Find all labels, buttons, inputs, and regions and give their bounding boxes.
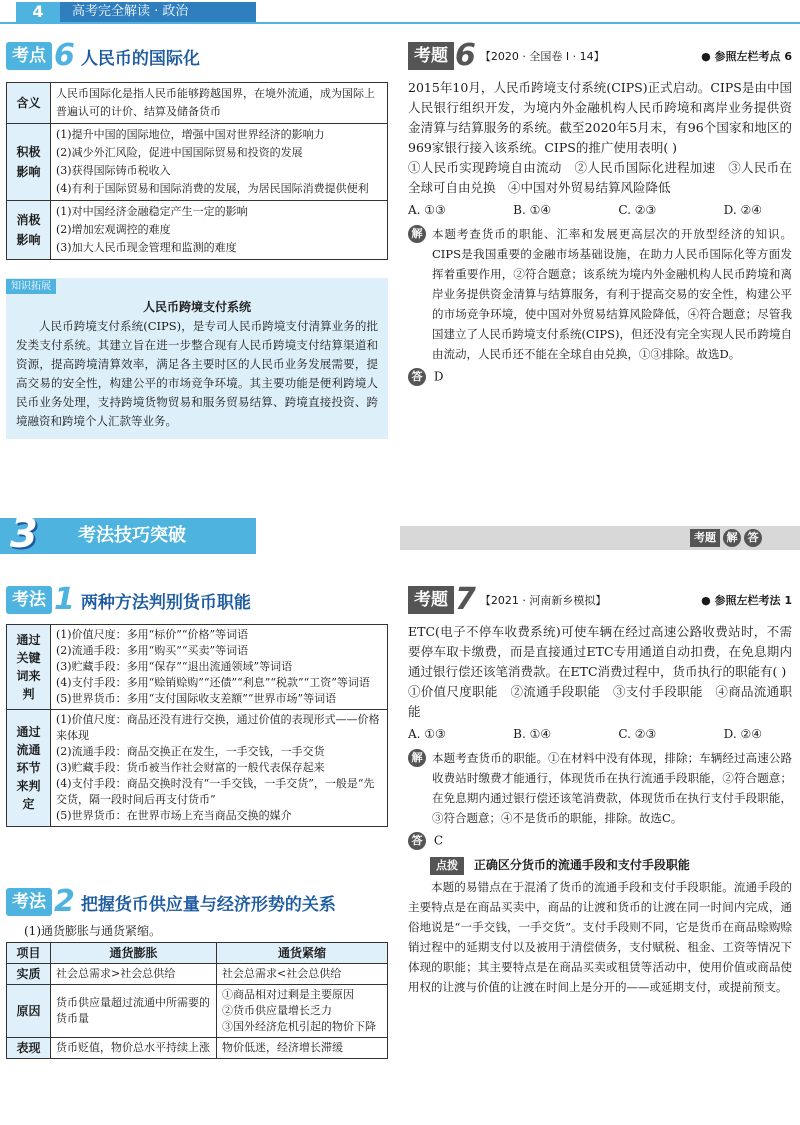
option-a: A. ①③ [408, 727, 446, 741]
row-label [7, 124, 51, 201]
option-b: B. ①④ [513, 727, 552, 741]
explanation [408, 748, 792, 828]
knowledge-text: 人民币跨境支付系统(CIPS)，是专司人民币跨境支付清算业务的批发类支付系统。其建立旨在进一步整合现有人民币跨境支付结算渠道和资源，提高跨境清算效率，满足各主要时区的人民币业务发展需要，提高交易的安全性，构建公平的市场竞争环境。其主要功能是便利跨境人民币业务处理，支持跨境货物贸易和服务贸易结算、跨境直接投资、跨境融资和跨境个人汇款等业务。 [16, 319, 378, 428]
table-row [7, 964, 388, 985]
option-b: B. ①④ [513, 203, 552, 217]
option-d: D. ②④ [723, 203, 762, 217]
tip-text: 本题的易错点在于混淆了货币的流通手段和支付手段职能。流通手段的主要特点是在商品买卖中，商品的让渡和货币的让渡在同一时间内完成，通俗地说是“一手交钱，一手交货”。支付手段则不同，它是货币在商品赊购赊销过程中的延期支付以及被用于清偿债务，支付赋税、租金、工资等情况下体现的职能；其主要特点是在商品买卖或租赁等活动中，使用价值或商品使用权的让渡与价值的让渡在时间上是分开的——或延期支付，或提前预支。 [408, 880, 792, 994]
cell-inflation [51, 1038, 217, 1059]
kaoti-tag: 考题 [408, 42, 454, 70]
answer-icon: 答 [408, 368, 426, 386]
col-header: 通货膨胀 [51, 943, 217, 964]
option-a: A. ①③ [408, 203, 446, 217]
row-line: (3)获得国际铸币税收入 [56, 164, 171, 177]
row-line: 人民币国际化是指人民币能够跨越国界，在境外流通，成为国际上普遍认可的计价、结算及储备货币 [56, 87, 375, 118]
row-line: (3)贮藏手段：货币被当作社会财富的一般代表保存起来 [56, 761, 325, 774]
row-content [51, 710, 388, 827]
kaofa-tag: 考法 [6, 586, 52, 614]
row-line: (2)减少外汇风险，促进中国国际贸易和投资的发展 [56, 146, 303, 159]
row-label-text: 通过流通环节来判定 [16, 725, 41, 811]
kaofa-1-table [6, 624, 388, 827]
row-line: (3)加大人民币现金管理和监测的难度 [56, 241, 237, 254]
cell-deflation [217, 1038, 388, 1059]
question-stem: ETC(电子不停车收费系统)可使车辆在经过高速公路收费站时，不需要停车取卡缴费，而是直接通过ETC专用通道自动扣费，在免息期内通过银行偿还该笔消费款。在ETC消费过程中，货币执行的职能有( ) [408, 624, 792, 679]
cell-line: ①商品相对过剩是主要原因 [222, 988, 354, 1001]
row-line: (1)提升中国的国际地位，增强中国对世界经济的影响力 [56, 128, 325, 141]
knowledge-box [6, 278, 388, 439]
answer-line [408, 368, 792, 386]
row-label [7, 201, 51, 260]
kaoti-tag: 考题 [408, 586, 454, 614]
section-number: 3 [10, 511, 38, 557]
row-line: (1)对中国经济金融稳定产生一定的影响 [56, 205, 248, 218]
tip-tag: 点拨 [430, 857, 464, 875]
table-row [7, 625, 388, 710]
question-stem: 2015年10月，人民币跨境支付系统(CIPS)正式启动。CIPS是由中国人民银行组织开发，为境内外金融机构人民币跨境和离岸业务提供资金清算与结算服务的系统。截至2020年5月末，有96个国家和地区的969家银行接入该系统。CIPS的推广使用表明( ) [408, 80, 792, 155]
explain-icon: 解 [408, 749, 426, 767]
row-label-text: 通过关键词来判 [16, 633, 41, 701]
kaoti-number: 6 [455, 38, 476, 73]
row-label [7, 625, 51, 710]
section-title: 考法技巧突破 [78, 525, 186, 546]
knowledge-tag: 知识拓展 [6, 279, 56, 294]
kaodian-6-section [6, 40, 388, 439]
answer-options [408, 724, 792, 744]
question-source: 【2021 · 河南新乡模拟】 [479, 594, 607, 607]
inflation-table [6, 942, 388, 1059]
cell-inflation [51, 964, 217, 985]
col-header: 项目 [7, 943, 51, 964]
kaofa-2-subtitle: (1)通货膨胀与通货紧缩。 [24, 924, 161, 938]
row-line: (5)世界货币：多用“支付国际收支差额”“世界市场”等词语 [56, 692, 337, 705]
knowledge-title: 人民币跨境支付系统 [142, 300, 251, 314]
answer-icon: 答 [408, 832, 426, 850]
kaofa-tag: 考法 [6, 888, 52, 916]
table-row [7, 1038, 388, 1059]
row-content [51, 124, 388, 201]
kaofa-number: 1 [54, 582, 75, 617]
row-label-text: 积极影响 [16, 145, 41, 179]
page-number: 4 [16, 2, 60, 22]
row-label-text: 消极影响 [16, 213, 41, 247]
question-statements: ①价值尺度职能 ②流通手段职能 ③支付手段职能 ④商品流通职能 [408, 684, 792, 719]
col-header: 通货紧缩 [217, 943, 388, 964]
banner-tag-kaoti: 考题 [690, 529, 720, 547]
table-row [7, 83, 388, 124]
cell-deflation [217, 964, 388, 985]
question-statements: ①人民币实现跨境自由流动 ②人民币国际化进程加速 ③人民币在全球可自由兑换 ④中国对外贸易结算风险降低 [408, 160, 792, 195]
row-line: (4)支付手段：商品交换时没有“一手交钱，一手交货”，一般是“先交货，隔一段时间后再支付货币” [56, 777, 375, 806]
row-content [51, 201, 388, 260]
kaoti-7-header [408, 584, 792, 616]
row-line: (4)支付手段：多用“赊销赊购”“还债”“利息”“税款”“工资”等词语 [56, 676, 370, 689]
row-content [51, 625, 388, 710]
row-line: (1)价值尺度：商品还没有进行交换，通过价值的表现形式——价格来体现 [56, 713, 380, 742]
kaoti-7-section [408, 584, 792, 997]
kaofa-2-section [6, 886, 388, 1059]
option-c: C. ②③ [618, 203, 657, 217]
row-line: (2)增加宏观调控的难度 [56, 223, 171, 236]
row-label: 实质 [7, 964, 51, 985]
kaofa-2-header [6, 886, 388, 918]
cell-inflation [51, 985, 217, 1038]
banner-tag-da: 答 [744, 529, 762, 547]
cell-line: 货币贬值，物价总水平持续上涨 [56, 1041, 210, 1054]
kaoti-number: 7 [455, 582, 476, 617]
option-c: C. ②③ [618, 727, 657, 741]
cell-line: 货币供应量超过流通中所需要的货币量 [56, 996, 210, 1025]
table-row [7, 124, 388, 201]
reference-note: ● 参照左栏考法 1 [701, 594, 792, 607]
row-content [51, 83, 388, 124]
row-label: 原因 [7, 985, 51, 1038]
explanation [408, 224, 792, 364]
table-row [7, 201, 388, 260]
row-label: 表现 [7, 1038, 51, 1059]
row-line: (1)价值尺度：多用“标价”“价格”等词语 [56, 628, 249, 641]
cell-line: ③国外经济危机引起的物价下降 [222, 1020, 376, 1033]
kaodian-tag: 考点 [6, 42, 52, 70]
kaodian-number: 6 [54, 38, 75, 73]
row-label: 含义 [7, 83, 51, 124]
banner-tags [690, 529, 762, 547]
table-header-row [7, 943, 388, 964]
kaofa-number: 2 [54, 884, 75, 919]
header-rule [0, 22, 800, 24]
kaofa-1-section [6, 584, 388, 827]
kaofa-title: 两种方法判别货币职能 [80, 592, 251, 613]
question-source: 【2020 · 全国卷 Ⅰ · 14】 [479, 50, 605, 63]
banner-tag-jie: 解 [723, 529, 741, 547]
cell-deflation [217, 985, 388, 1038]
kaofa-title: 把握货币供应量与经济形势的关系 [80, 894, 336, 915]
kaodian-6-header [6, 40, 388, 72]
table-row [7, 985, 388, 1038]
kaoti-6-header [408, 40, 792, 72]
explanation-text: 本题考查货币的职能。①在材料中没有体现，排除；车辆经过高速公路收费站时缴费才能通行，体现货币在执行流通手段职能，②符合题意；在免息期内通过银行偿还该笔消费款，体现货币在执行支付手段职能，③符合题意；④不是货币的职能，排除。故选C。 [432, 751, 792, 825]
answer-value: C [433, 833, 444, 848]
kaoti-6-section [408, 40, 792, 386]
row-label [7, 710, 51, 827]
reference-note: ● 参照左栏考点 6 [701, 50, 792, 63]
kaodian-title: 人民币的国际化 [80, 48, 200, 69]
cell-line: 物价低迷，经济增长滞缓 [222, 1041, 343, 1054]
table-row [7, 710, 388, 827]
row-line: (2)流通手段：商品交换正在发生，一手交钱，一手交货 [56, 745, 325, 758]
book-title: 高考完全解读 · 政治 [60, 2, 256, 22]
row-line: (4)有利于国际贸易和国际消费的发展，为居民国际消费提供便利 [56, 182, 369, 195]
option-d: D. ②④ [723, 727, 762, 741]
cell-line: 社会总需求<社会总供给 [222, 967, 342, 980]
answer-line [408, 832, 792, 850]
explain-icon: 解 [408, 225, 426, 243]
row-line: (5)世界货币：在世界市场上充当商品交换的媒介 [56, 809, 292, 822]
cell-line: ②货币供应量增长乏力 [222, 1004, 332, 1017]
row-line: (2)流通手段：多用“购买”“买卖”等词语 [56, 644, 249, 657]
kaofa-1-header [6, 584, 388, 616]
row-line: (3)贮藏手段：多用“保存”“退出流通领域”等词语 [56, 660, 293, 673]
tip-title: 正确区分货币的流通手段和支付手段职能 [473, 858, 690, 872]
kaodian-6-table [6, 82, 388, 260]
cell-line: 社会总需求>社会总供给 [56, 967, 176, 980]
answer-options [408, 200, 792, 220]
answer-value: D [433, 369, 444, 384]
explanation-text: 本题考查货币的职能、汇率和发展更高层次的开放型经济的知识。CIPS是我国重要的金融市场基础设施，在助力人民币国际化等方面发挥着重要作用，②符合题意；该系统为境内外金融机构人民币跨境和离岸业务提供资金清算与结算服务，有利于提高交易的安全性，构建公平的市场竞争环境，使中国对外贸易结算风险降低，④符合题意；尽管我国建立了人民币跨境支付系统(CIPS)，但还没有完全实现人民币跨境自由流动，人民币还不能在全球自由兑换，①③排除。故选D。 [432, 227, 792, 361]
tip-header [408, 856, 792, 875]
